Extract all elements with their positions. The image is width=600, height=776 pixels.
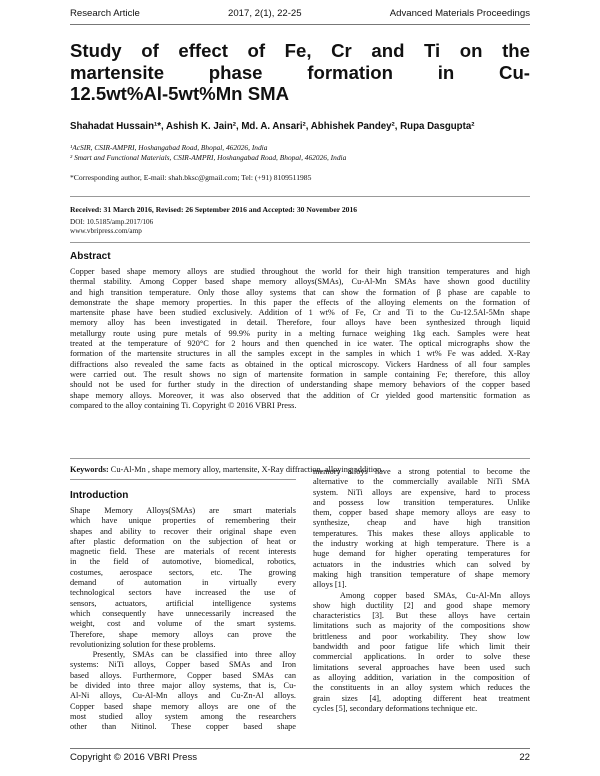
footer-rule — [70, 748, 530, 749]
article-type: Research Article — [70, 8, 140, 19]
article-dates: Received: 31 March 2016, Revised: 26 September 2016 and Accepted: 30 November 2016 — [70, 205, 358, 214]
abstract-line: diffractions also revealed the same facts as obtained in the optical microscopy. Vickers Hardness of all four samples — [70, 359, 530, 369]
doi[interactable]: DOI: 10.5185/amp.2017/106 — [70, 218, 154, 226]
body-line: based alloys. Furthermore, Copper based SMAs can — [70, 670, 296, 680]
body-line: system. NiTi alloys are expensive, hard to process — [313, 487, 530, 497]
divider — [70, 242, 530, 243]
abstract-line: Copper based shape memory alloys are studied throughout the world for their high transition temperatures and high — [70, 267, 530, 276]
abstract-heading: Abstract — [70, 251, 111, 262]
body-line: technological sectors have increased the use of — [70, 588, 296, 598]
body-line: Presently, SMAs can be classified into three alloy — [70, 650, 296, 660]
body-line: shapes and ability to recover their original shape even — [70, 526, 296, 536]
page-footer — [70, 752, 530, 766]
body-line: alloys [1]. — [313, 580, 347, 590]
affiliation: ¹AcSIR, CSIR-AMPRI, Hoshangabad Road, Bhopal, 462026, India — [70, 143, 268, 152]
title-line: 12.5wt%Al-5wt%Mn SMA — [70, 83, 290, 104]
title-line: martensite phase formation in Cu- — [70, 61, 530, 83]
abstract-line: thermal stability. Among Copper based shape memory alloys(SMAs), Cu-Al-Mn SMAs have shown good ductility — [70, 277, 530, 287]
abstract-line: demonstrate the shape memory properties. In this paper the effects of the alloying elements on the formation of — [70, 297, 530, 307]
body-line: limitations such as majority of the compositions show — [313, 621, 530, 631]
body-line: making high transition temperature of shape memory — [313, 569, 530, 579]
abstract-line: should not be used for further study in the direction of understanding shape memory behaviors of the copper based — [70, 380, 530, 390]
body-line: demand of automation in virtually every — [70, 578, 296, 588]
footer-copyright: Copyright © 2016 VBRI Press — [70, 752, 198, 763]
body-line: temperatures. This makes these alloys applicable to — [313, 528, 530, 538]
abstract-line: metallurgy route using pure metals of 99.9% purity in a melting furnace weighing 1kg each. Samples were heat — [70, 328, 530, 338]
abstract-line: memory alloy has been investigated in detail. Therefore, four alloys have been synthesized through liquid — [70, 318, 530, 328]
body-line: costumes, aerospace sectors, etc. The growing — [70, 567, 296, 577]
journal-citation: 2017, 2(1), 22-25 — [228, 8, 302, 19]
body-column-right — [313, 467, 530, 714]
body-line: weight, cost and volume of the smart systems. — [70, 619, 296, 629]
body-line: systems: NiTi alloys, Copper based SMAs and Iron — [70, 660, 296, 670]
paper-title — [70, 40, 530, 105]
body-line: the constituents in an alloy system which reduces the — [313, 683, 530, 693]
body-line: revolutionizing solution for these problems. — [70, 639, 216, 649]
body-line: synthesize, cheap and have high transition — [313, 518, 530, 528]
body-line: them, copper based shape memory alloys are easy to — [313, 508, 530, 518]
body-line: brittleness and poor workability. They show low — [313, 631, 530, 641]
body-line: Copper based shape memory alloys are one of the — [70, 701, 296, 711]
divider — [70, 479, 296, 480]
body-line: after plastic deformation on the subjection of heat or — [70, 536, 296, 546]
introduction-heading: Introduction — [70, 490, 129, 501]
body-line: magnetic field. These are materials of recent interests — [70, 547, 296, 557]
body-line: Al-Ni alloys, Cu-Al-Mn alloys and Cu-Zn-Al alloys. — [70, 691, 296, 701]
body-line: show high ductility [2] and good shape memory — [313, 600, 530, 610]
body-line: as alloying addition, variation in the composition of — [313, 672, 530, 682]
body-line: the industry working at high temperature. There is a — [313, 539, 530, 549]
title-line: Study of effect of Fe, Cr and Ti on the — [70, 40, 530, 61]
abstract-line: and high transition temperature. Only those alloy systems that can show the formation of β phase are capable to — [70, 287, 530, 297]
abstract-line: shape memory alloys. Moreover, it was also observed that the addition of Cr yielded good martensitic formation as — [70, 390, 530, 400]
journal-name: Advanced Materials Proceedings — [389, 8, 530, 19]
abstract-body — [70, 267, 530, 411]
affiliation: ² Smart and Functional Materials, CSIR-AMPRI, Hoshangabad Road, Bhopal, 462026, India — [70, 153, 347, 162]
body-line: other than Nitinol. These copper based shape — [70, 722, 296, 732]
abstract-line: martensite phase have been studied exclusively. Addition of 1 wt% of Fe, Cr and Ti to the Cu-12.5Al-5Mn shape — [70, 308, 530, 318]
abstract-line: were carried out. The result shows no sign of martensite formation in sample containing Fe; therefore, this alloy — [70, 369, 530, 379]
running-header — [70, 8, 530, 22]
divider — [70, 458, 530, 459]
corresponding-author: *Corresponding author, E-mail: shah.bksc@gmail.com; Tel: (+91) 8109511985 — [70, 173, 312, 182]
body-line: Therefore, shape memory alloys can prove the — [70, 629, 296, 639]
body-line: which have unique properties of remembering their — [70, 516, 296, 526]
body-line: Among copper based SMAs, Cu-Al-Mn alloys — [313, 590, 530, 600]
body-line: be divided into three major alloy systems, that is, Cu- — [70, 681, 296, 691]
body-line: and possess low transition temperatures. Unlike — [313, 497, 530, 507]
body-line: huge demand for higher operating temperatures for — [313, 549, 530, 559]
website-link[interactable]: www.vbripress.com/amp — [70, 227, 142, 235]
header-rule — [70, 24, 530, 25]
abstract-line: formation of the martensite structures in all the samples except in the samples in which 1 wt% Fe was added. X-Ray — [70, 349, 530, 359]
keywords-text: Cu-Al-Mn , shape memory alloy, martensite, X-Ray diffraction, alloying addition. — [108, 465, 384, 474]
abstract-line: compared to the alloy containing Ti. Copyright © 2016 VBRI Press. — [70, 400, 297, 410]
body-line: memory alloys have a strong potential to become the — [313, 467, 530, 476]
body-line: characteristics [3]. But these alloys have certain — [313, 611, 530, 621]
body-line: alternative to the commercially available NiTi SMA — [313, 477, 530, 487]
keywords-label: Keywords: — [70, 465, 109, 474]
divider — [70, 196, 530, 197]
page-number: 22 — [519, 752, 530, 763]
body-line: which consequently have unnecessarily increased the — [70, 608, 296, 618]
body-line: cycles [5], secondary deformations technique etc. — [313, 703, 478, 713]
body-line: most studied alloy system among the researchers — [70, 711, 296, 721]
body-line: sensors, actuators, artificial intelligence systems — [70, 598, 296, 608]
author-list: Shahadat Hussain¹*, Ashish K. Jain², Md. A. Ansari², Abhishek Pandey², Rupa Dasgupta² — [70, 121, 475, 132]
body-column-left — [70, 506, 296, 733]
body-line: Shape Memory Alloys(SMAs) are smart materials — [70, 506, 296, 515]
body-line: bandwidth and poor fatigue life which limit their — [313, 642, 530, 652]
abstract-line: treated at the temperature of 920°C for 2 hours and then quenched in ice water. The optical micrographs show the — [70, 339, 530, 349]
body-line: limitations several approaches have been used such — [313, 662, 530, 672]
body-line: actuators in the industries which can solved by — [313, 559, 530, 569]
body-line: commercial applications. In order to solve these — [313, 652, 530, 662]
body-line: in the field of automotive, biomedical, robotics, — [70, 557, 296, 567]
body-line: grain sizes [4], adopting different heat treatment — [313, 693, 530, 703]
